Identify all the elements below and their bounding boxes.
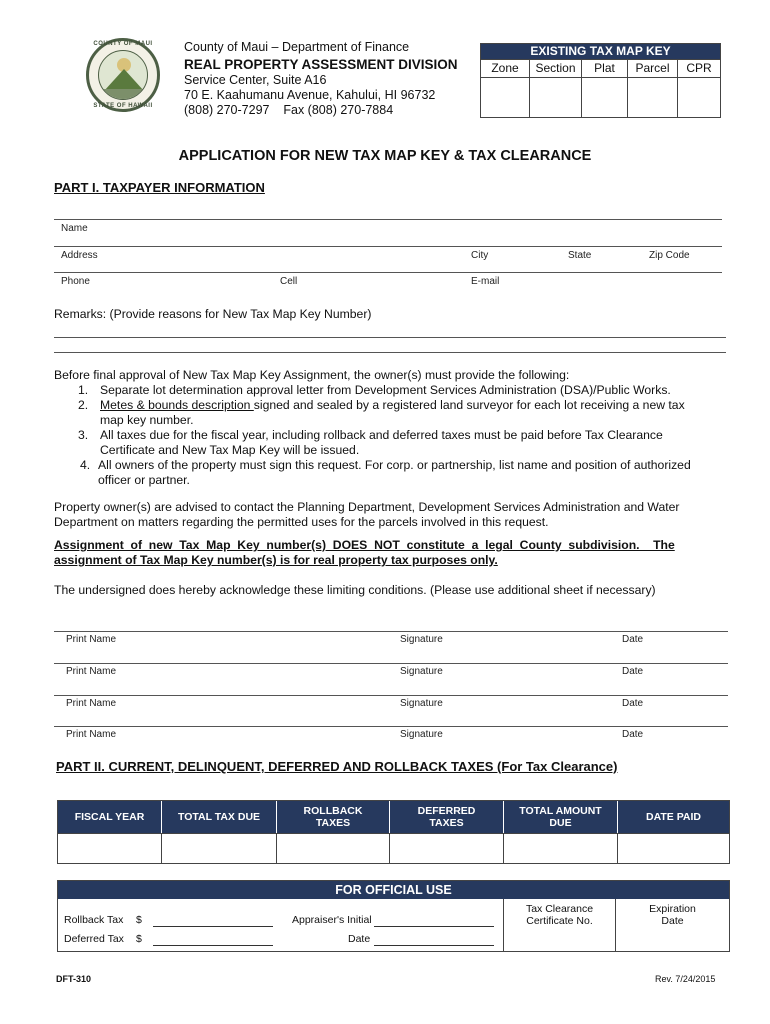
form-title: APPLICATION FOR NEW TAX MAP KEY & TAX CLEARANCE: [178, 148, 592, 164]
req-num-1: 1.: [78, 383, 89, 397]
date-paid-field[interactable]: [617, 834, 729, 863]
date-label: Date: [622, 698, 644, 709]
phone-label: Phone: [61, 276, 90, 287]
dollar-sign: $: [136, 933, 142, 945]
name-field[interactable]: [110, 220, 722, 244]
requirement-4-cont: officer or partner.: [98, 473, 190, 487]
official-use-box: [57, 880, 730, 952]
advice-line-2: Department on matters regarding the permitted uses for the parcels involved in this request.: [54, 515, 549, 529]
seal-top-text: COUNTY OF MAUI: [93, 41, 153, 47]
total-tax-due-field[interactable]: [161, 834, 276, 863]
requirement-3: All taxes due for the fiscal year, including rollback and deferred taxes must be paid before Tax Clearance: [100, 428, 663, 442]
req-num-2: 2.: [78, 398, 89, 412]
col-date-paid: DATE PAID: [617, 801, 729, 833]
print-name-label: Print Name: [66, 698, 117, 709]
revision-date: Rev. 7/24/2015: [655, 974, 716, 984]
county-seal: [86, 38, 160, 112]
phone-line: (808) 270-7297 Fax (808) 270-7884: [184, 103, 394, 117]
col-deferred-taxes: DEFERRED TAXES: [389, 801, 503, 833]
tax-table: [57, 800, 730, 864]
signature-label: Signature: [400, 634, 443, 645]
tax-clearance-cert-label: Tax Clearance Certificate No.: [503, 899, 615, 951]
requirement-4: All owners of the property must sign this request. For corp. or partnership, list name and position of authorized: [98, 458, 691, 472]
requirement-1: Separate lot determination approval letter from Development Services Administration (DSA)/Public Works.: [100, 383, 671, 397]
expiration-date-label: Expiration Date: [615, 899, 729, 951]
zip-label: Zip Code: [649, 250, 690, 261]
dept-line: County of Maui – Department of Finance: [184, 40, 410, 54]
warning-line-2: assignment of Tax Map Key number(s) is for real property tax purposes only.: [54, 553, 498, 567]
requirement-2: [100, 398, 685, 413]
official-use-heading: FOR OFFICIAL USE: [58, 881, 729, 899]
metes-bounds-text: Metes & bounds description: [100, 398, 254, 412]
deferred-taxes-field[interactable]: [389, 834, 503, 863]
col-rollback-taxes: ROLLBACK TAXES: [276, 801, 389, 833]
rollback-tax-field[interactable]: [153, 926, 273, 927]
tmk-col-section: Section: [529, 60, 581, 77]
rollback-taxes-field[interactable]: [276, 834, 389, 863]
tmk-col-cpr: CPR: [677, 60, 720, 77]
suite-line: Service Center, Suite A16: [184, 73, 327, 87]
division-name: REAL PROPERTY ASSESSMENT DIVISION: [184, 57, 458, 72]
tmk-plat-field[interactable]: [581, 78, 627, 117]
appraiser-initial-label: Appraiser's Initial: [292, 914, 372, 926]
requirement-2-cont: map key number.: [100, 413, 194, 427]
cell-label: Cell: [280, 276, 298, 287]
print-name-label: Print Name: [66, 729, 117, 740]
req-num-4: 4.: [80, 458, 91, 472]
appraiser-initial-field[interactable]: [374, 926, 494, 927]
deferred-tax-field[interactable]: [153, 945, 273, 946]
tmk-section-field[interactable]: [529, 78, 581, 117]
signature-label: Signature: [400, 666, 443, 677]
acknowledge-text: The undersigned does hereby acknowledge these limiting conditions. (Please use additional sheet if necessary): [54, 583, 656, 597]
seal-bottom-text: STATE OF HAWAII: [93, 103, 153, 109]
tmk-title: EXISTING TAX MAP KEY: [481, 44, 720, 59]
fiscal-year-field[interactable]: [58, 834, 161, 863]
dollar-sign: $: [136, 914, 142, 926]
existing-tmk-table: [480, 43, 721, 118]
part2-heading: PART II. CURRENT, DELINQUENT, DEFERRED AND ROLLBACK TAXES (For Tax Clearance): [56, 759, 618, 774]
tmk-zone-field[interactable]: [481, 78, 529, 117]
date-label: Date: [622, 666, 644, 677]
email-label: E-mail: [471, 276, 500, 287]
total-amount-due-field[interactable]: [503, 834, 617, 863]
form-number: DFT-310: [56, 974, 92, 984]
tmk-col-zone: Zone: [491, 61, 519, 75]
official-date-label: Date: [348, 933, 371, 945]
requirement-3-cont: Certificate and New Tax Map Key will be issued.: [100, 443, 360, 457]
deferred-tax-label: Deferred Tax: [64, 933, 124, 945]
address-label: Address: [61, 250, 98, 261]
address-line: 70 E. Kaahumanu Avenue, Kahului, HI 96732: [184, 88, 436, 102]
date-label: Date: [622, 634, 644, 645]
state-label: State: [568, 250, 592, 261]
print-name-label: Print Name: [66, 634, 117, 645]
tmk-col-parcel: Parcel: [627, 60, 677, 77]
print-name-label: Print Name: [66, 666, 117, 677]
official-date-field[interactable]: [374, 945, 494, 946]
req-num-3: 3.: [78, 428, 89, 442]
rollback-tax-label: Rollback Tax: [64, 914, 124, 926]
tmk-parcel-field[interactable]: [627, 78, 677, 117]
requirements-intro: Before final approval of New Tax Map Key Assignment, the owner(s) must provide the following:: [54, 368, 570, 382]
col-total-tax-due: TOTAL TAX DUE: [161, 801, 276, 833]
tmk-col-plat: Plat: [581, 60, 627, 77]
tmk-cpr-field[interactable]: [677, 78, 720, 117]
name-label: Name: [61, 223, 88, 234]
warning-line-1: Assignment of new Tax Map Key number(s) DOES NOT constitute a legal County subdivision. The: [54, 538, 675, 552]
city-label: City: [471, 250, 489, 261]
date-label: Date: [622, 729, 644, 740]
requirement-2-rest: signed and sealed by a registered land surveyor for each lot receiving a new tax: [253, 398, 685, 412]
col-fiscal-year: FISCAL YEAR: [74, 811, 145, 823]
advice-line-1: Property owner(s) are advised to contact the Planning Department, Development Services Administration and Water: [54, 500, 680, 514]
remarks-label: Remarks: (Provide reasons for New Tax Map Key Number): [54, 307, 372, 321]
signature-label: Signature: [400, 729, 443, 740]
col-total-amount-due: TOTAL AMOUNT DUE: [503, 801, 617, 833]
part1-heading: PART I. TAXPAYER INFORMATION: [54, 180, 265, 195]
signature-label: Signature: [400, 698, 443, 709]
seal-emblem: [98, 50, 148, 100]
